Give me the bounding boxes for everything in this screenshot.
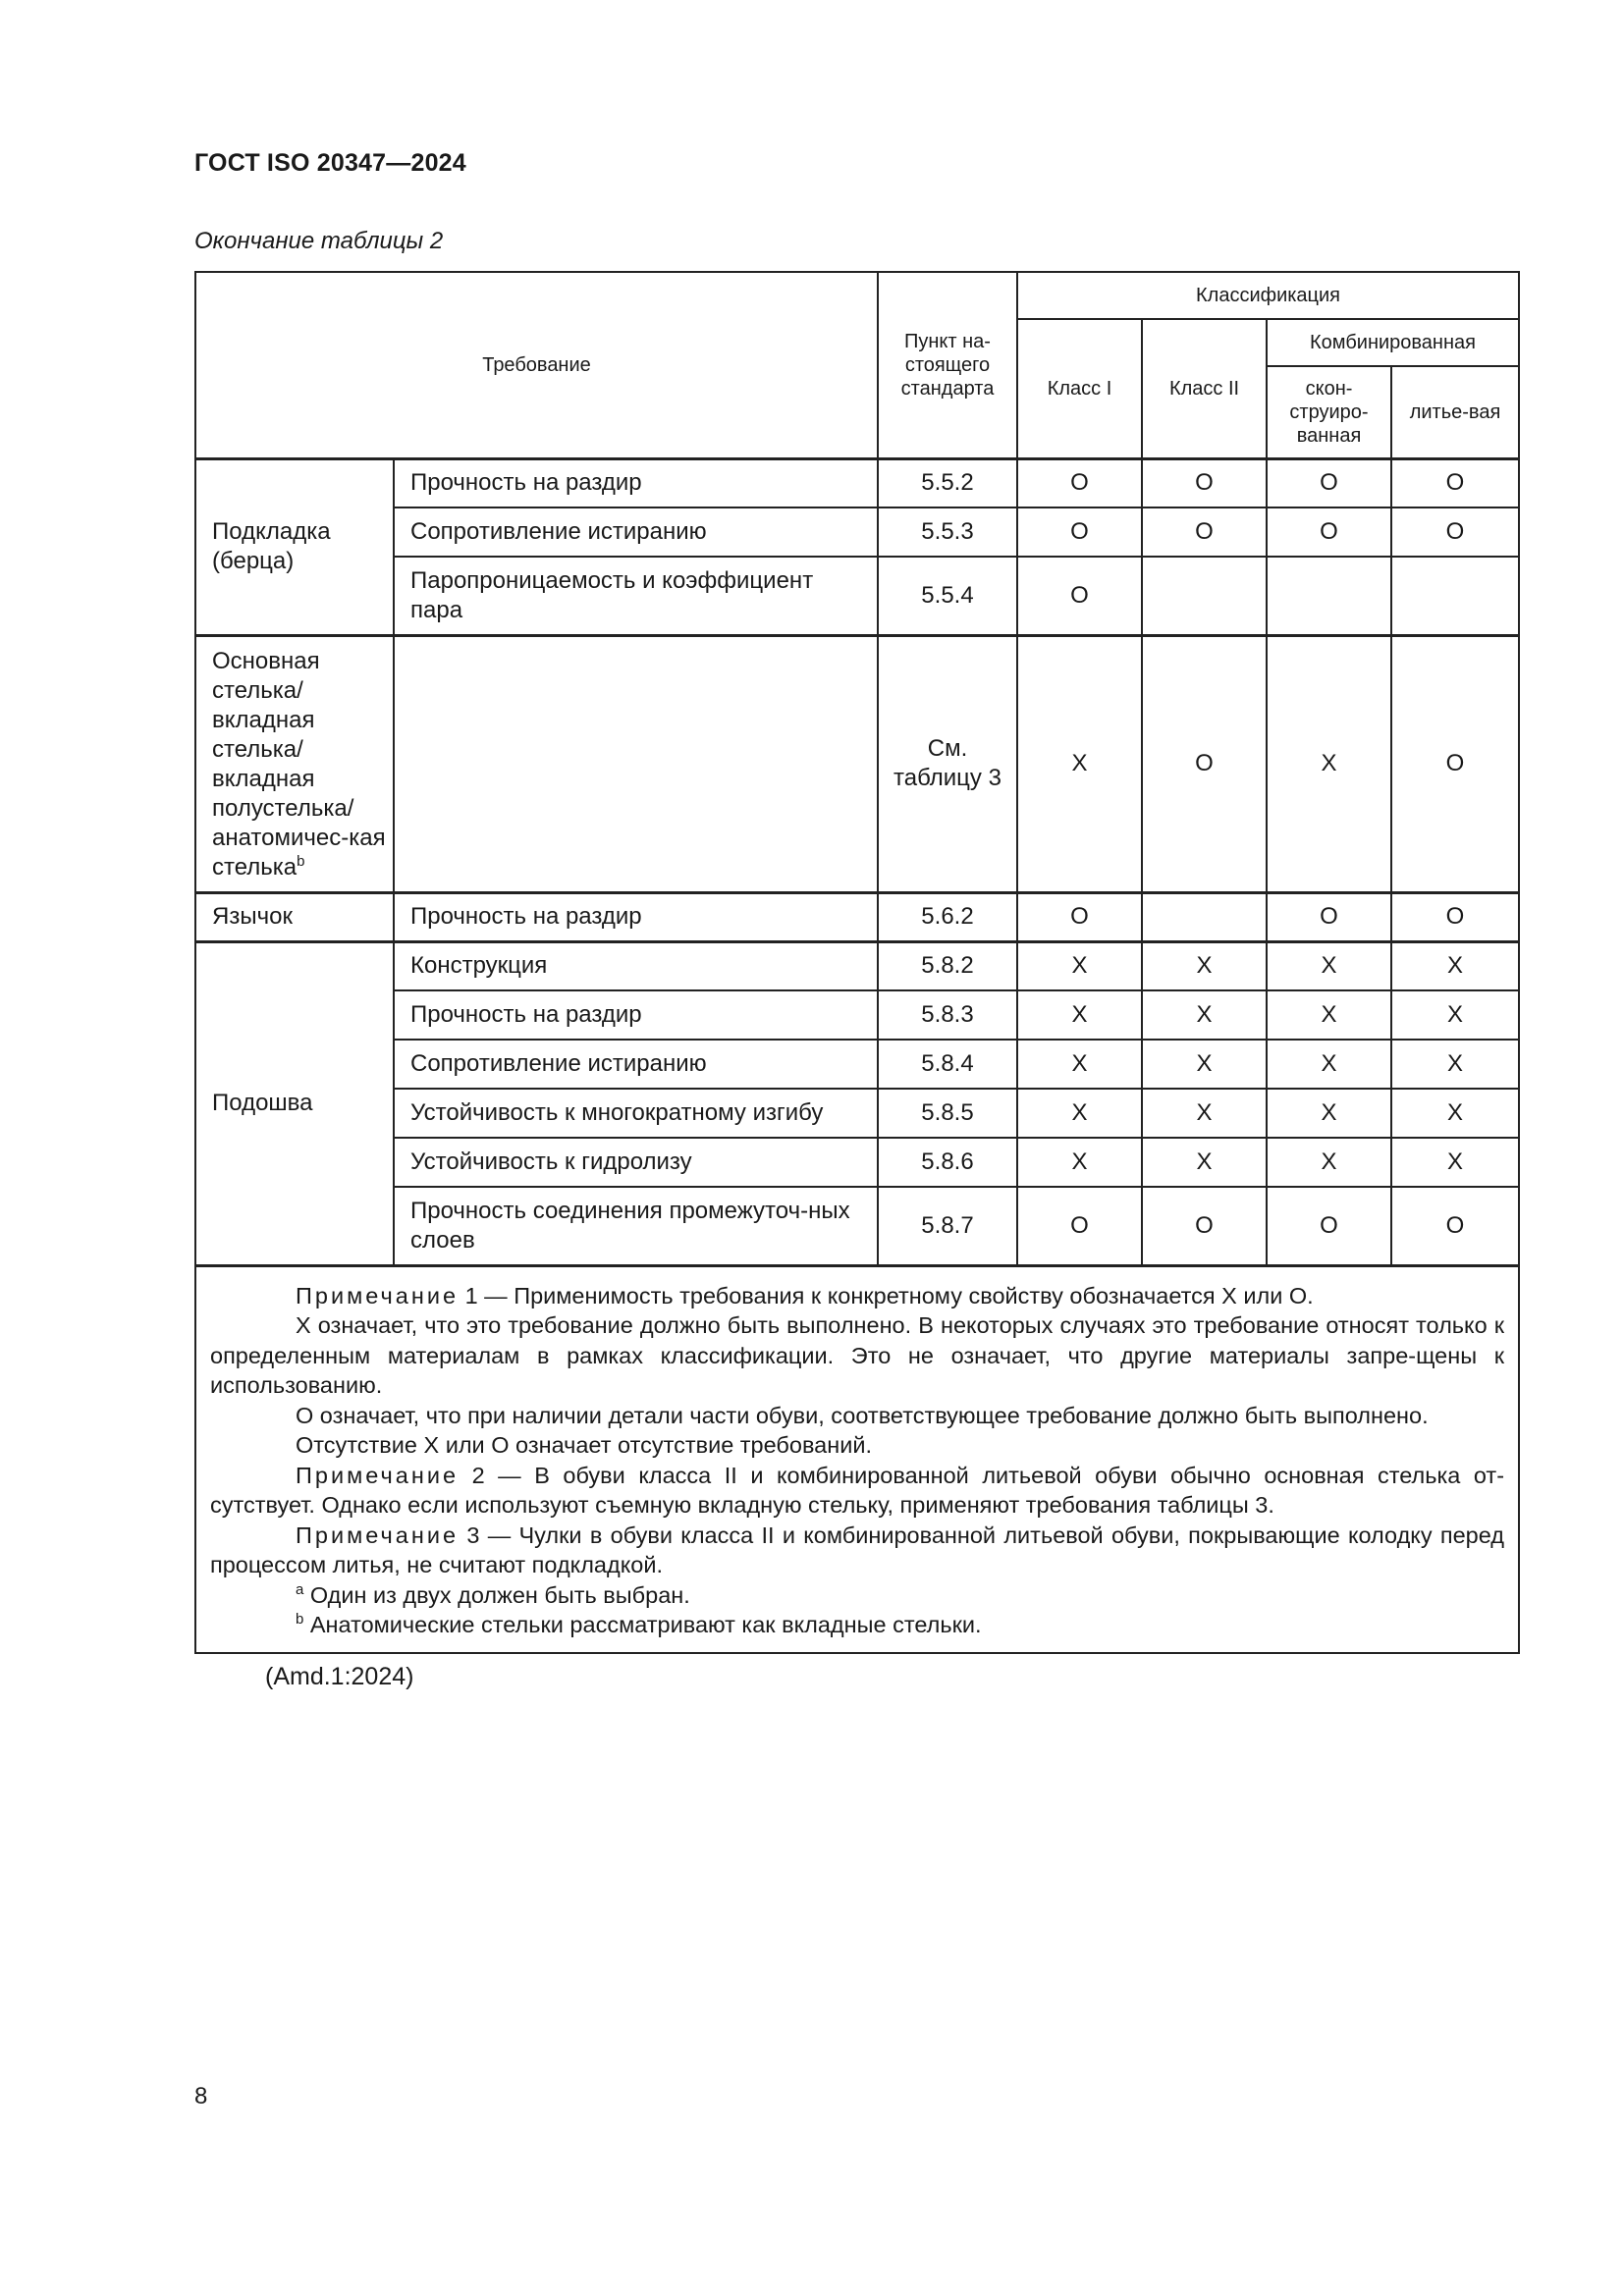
note-2 xyxy=(210,1461,1504,1521)
group-tongue: Язычок xyxy=(195,892,394,941)
requirement-cell xyxy=(394,635,878,892)
table-row xyxy=(195,1138,1519,1187)
footnote-a-mark: a xyxy=(296,1580,304,1598)
requirement-cell: Прочность на раздир xyxy=(394,892,878,941)
page-number: 8 xyxy=(194,2083,208,2109)
requirement-cell: Устойчивость к многократному изгибу xyxy=(394,1089,878,1138)
constructed-cell: O xyxy=(1267,892,1391,941)
note-3-text: 3 — Чулки в обуви класса II и комбинированной литьевой обуви, покрывающие колодку перед процессом литья, не считают подкладкой. xyxy=(210,1522,1505,1577)
clause-cell: 5.5.3 xyxy=(878,507,1017,557)
constructed-cell: O xyxy=(1267,458,1391,507)
class2-cell: O xyxy=(1142,507,1267,557)
class1-cell: X xyxy=(1017,1089,1142,1138)
class1-header: Класс I xyxy=(1017,319,1142,458)
constructed-cell: X xyxy=(1267,941,1391,990)
molded-cell: O xyxy=(1391,1187,1519,1265)
molded-cell: O xyxy=(1391,892,1519,941)
table-row xyxy=(195,1187,1519,1265)
header-row-1 xyxy=(195,272,1519,319)
class2-cell xyxy=(1142,892,1267,941)
molded-cell: X xyxy=(1391,1040,1519,1089)
requirement-cell: Паропроницаемость и коэффициент пара xyxy=(394,557,878,635)
requirement-header: Требование xyxy=(195,272,878,458)
footnote-b xyxy=(210,1610,1504,1640)
clause-cell: 5.5.2 xyxy=(878,458,1017,507)
clause-cell: 5.8.5 xyxy=(878,1089,1017,1138)
clause-cell: 5.8.4 xyxy=(878,1040,1017,1089)
footnote-a-text: Один из двух должен быть выбран. xyxy=(309,1581,690,1608)
footnote-b-mark: b xyxy=(297,852,305,870)
note-3 xyxy=(210,1521,1504,1580)
footnote-a xyxy=(210,1580,1504,1611)
table-row xyxy=(195,892,1519,941)
constructed-cell: O xyxy=(1267,507,1391,557)
molded-cell: O xyxy=(1391,458,1519,507)
molded-cell: X xyxy=(1391,990,1519,1040)
molded-cell: X xyxy=(1391,1089,1519,1138)
requirement-cell: Сопротивление истиранию xyxy=(394,507,878,557)
group-sole: Подошва xyxy=(195,941,394,1265)
table-row xyxy=(195,635,1519,892)
molded-cell: X xyxy=(1391,1138,1519,1187)
clause-cell: 5.8.6 xyxy=(878,1138,1017,1187)
constructed-cell: X xyxy=(1267,1138,1391,1187)
table-row xyxy=(195,557,1519,635)
requirement-cell: Конструкция xyxy=(394,941,878,990)
note-2-text: 2 — В обуви класса II и комбинированной литьевой обуви обычно основная стелька от-сутствует. Однако если используют съемную вкладную стельку, применяют требования таблицы 3. xyxy=(210,1462,1505,1518)
molded-cell xyxy=(1391,557,1519,635)
table-row xyxy=(195,941,1519,990)
molded-cell: O xyxy=(1391,507,1519,557)
table-row xyxy=(195,507,1519,557)
group-insole xyxy=(195,635,394,892)
class2-header: Класс II xyxy=(1142,319,1267,458)
requirement-cell: Устойчивость к гидролизу xyxy=(394,1138,878,1187)
constructed-cell: X xyxy=(1267,635,1391,892)
requirements-table xyxy=(194,271,1520,1654)
class2-cell: X xyxy=(1142,1040,1267,1089)
clause-cell: 5.8.2 xyxy=(878,941,1017,990)
class1-cell: X xyxy=(1017,1138,1142,1187)
molded-cell: X xyxy=(1391,941,1519,990)
note-3-label: Примечание xyxy=(296,1522,460,1548)
clause-cell: 5.6.2 xyxy=(878,892,1017,941)
clause-header: Пункт на-стоящего стандарта xyxy=(878,272,1017,458)
footnote-b-note-mark: b xyxy=(296,1611,304,1628)
table-row xyxy=(195,990,1519,1040)
class2-cell: X xyxy=(1142,1138,1267,1187)
class1-cell: X xyxy=(1017,941,1142,990)
note-1-text: 1 — Применимость требования к конкретному свойству обозначается X или O. xyxy=(464,1282,1314,1308)
note-2-label: Примечание xyxy=(296,1462,460,1488)
table-row xyxy=(195,1089,1519,1138)
table-row xyxy=(195,458,1519,507)
clause-cell: См. таблицу 3 xyxy=(878,635,1017,892)
clause-cell: 5.8.7 xyxy=(878,1187,1017,1265)
class1-cell: O xyxy=(1017,557,1142,635)
requirement-cell: Прочность на раздир xyxy=(394,458,878,507)
class1-cell: O xyxy=(1017,507,1142,557)
amendment-note: (Amd.1:2024) xyxy=(265,1663,414,1690)
note-1-label: Примечание xyxy=(296,1282,460,1308)
note-x-meaning: X означает, что это требование должно быть выполнено. В некоторых случаях это требование относят только к определенным материалам в рамках классификации. Это не означает, что другие материалы запре-щены к использованию. xyxy=(210,1312,1505,1398)
class2-cell: X xyxy=(1142,941,1267,990)
constructed-cell: X xyxy=(1267,1040,1391,1089)
class1-cell: X xyxy=(1017,1040,1142,1089)
footnote-b-text: Анатомические стельки рассматривают как вкладные стельки. xyxy=(309,1612,982,1637)
class1-cell: O xyxy=(1017,892,1142,941)
requirement-cell: Прочность соединения промежуточ-ных слоев xyxy=(394,1187,878,1265)
constructed-cell: X xyxy=(1267,990,1391,1040)
class2-cell: O xyxy=(1142,458,1267,507)
molded-header: литье-вая xyxy=(1391,366,1519,458)
class1-cell: O xyxy=(1017,1187,1142,1265)
class1-cell: X xyxy=(1017,635,1142,892)
clause-cell: 5.8.3 xyxy=(878,990,1017,1040)
table-row xyxy=(195,1040,1519,1089)
notes-cell xyxy=(195,1265,1519,1653)
group-lining: Подкладка (берца) xyxy=(195,458,394,635)
classification-header: Классификация xyxy=(1017,272,1519,319)
group-insole-text: Основная стелька/ вкладная стелька/ вкладная полустелька/ анатомичес-кая стелька xyxy=(212,647,386,881)
requirement-cell: Прочность на раздир xyxy=(394,990,878,1040)
note-absence: Отсутствие X или O означает отсутствие требований. xyxy=(296,1432,873,1458)
constructed-cell: O xyxy=(1267,1187,1391,1265)
combined-header: Комбинированная xyxy=(1267,319,1519,366)
table-caption: Окончание таблицы 2 xyxy=(194,228,444,254)
constructed-cell: X xyxy=(1267,1089,1391,1138)
class2-cell: X xyxy=(1142,1089,1267,1138)
note-1 xyxy=(210,1281,1504,1311)
constructed-cell xyxy=(1267,557,1391,635)
class2-cell: O xyxy=(1142,635,1267,892)
class2-cell: X xyxy=(1142,990,1267,1040)
requirement-cell: Сопротивление истиранию xyxy=(394,1040,878,1089)
document-header: ГОСТ ISO 20347—2024 xyxy=(194,149,466,177)
class2-cell xyxy=(1142,557,1267,635)
constructed-header: скон-струиро-ванная xyxy=(1267,366,1391,458)
class1-cell: O xyxy=(1017,458,1142,507)
molded-cell: O xyxy=(1391,635,1519,892)
class1-cell: X xyxy=(1017,990,1142,1040)
note-o-meaning: O означает, что при наличии детали части обуви, соответствующее требование должно быть выполнено. xyxy=(296,1402,1429,1428)
clause-cell: 5.5.4 xyxy=(878,557,1017,635)
notes-row xyxy=(195,1265,1519,1653)
class2-cell: O xyxy=(1142,1187,1267,1265)
